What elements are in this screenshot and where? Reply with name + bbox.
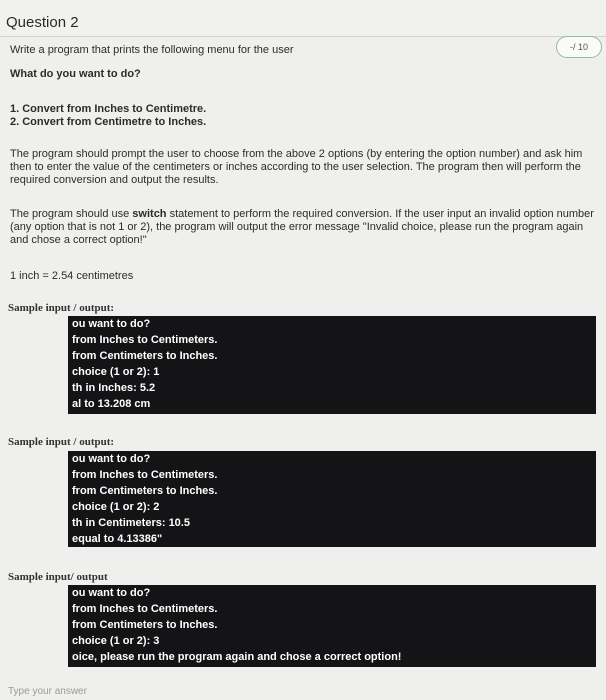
console-line: choice (1 or 2): 2 (72, 501, 160, 513)
console-line: from Centimeters to Inches. (72, 619, 218, 631)
console-line: choice (1 or 2): 1 (72, 366, 160, 378)
console-line: from Centimeters to Inches. (72, 350, 218, 362)
console-line: al to 13.208 cm (72, 398, 151, 410)
console-line: choice (1 or 2): 3 (72, 635, 160, 647)
sample-output-2 (68, 451, 596, 547)
switch-paragraph (10, 208, 595, 247)
menu-option-2: 2. Convert from Centimetre to Inches. (10, 116, 207, 128)
console-line: ou want to do? (72, 587, 151, 599)
conversion-note: 1 inch = 2.54 centimetres (10, 270, 134, 282)
sample-label-2: Sample input / output: (8, 436, 115, 448)
console-line: ou want to do? (72, 453, 151, 465)
sample-output-3 (68, 585, 596, 667)
switch-paragraph-start: The program should use (10, 208, 133, 220)
intro-text: Write a program that prints the following menu for the user (10, 44, 294, 56)
sample-label-3: Sample input/ output (8, 571, 108, 583)
console-line: equal to 4.13386" (72, 533, 163, 545)
console-line: th in Inches: 5.2 (72, 382, 156, 394)
menu-option-1: 1. Convert from Inches to Centimetre. (10, 103, 207, 115)
switch-keyword: switch (132, 208, 167, 220)
sample-output-1 (68, 316, 596, 414)
switch-paragraph-end: statement to perform the required conversion. If the user input an invalid option number (any option that is not 1 or 2), the program will output the error message "Invalid choice, please run the program again and chose a correct option!" (10, 208, 594, 246)
score-badge: -/ 10 (556, 36, 602, 58)
sample-label-1: Sample input / output: (8, 302, 115, 314)
question-header (0, 0, 606, 37)
console-line: ou want to do? (72, 318, 151, 330)
answer-input[interactable]: Type your answer (8, 686, 87, 697)
console-line: th in Centimeters: 10.5 (72, 517, 190, 529)
console-line: from Inches to Centimeters. (72, 469, 218, 481)
console-line: from Centimeters to Inches. (72, 485, 218, 497)
question-title: Question 2 (6, 14, 79, 31)
console-line: from Inches to Centimeters. (72, 334, 218, 346)
console-line: oice, please run the program again and chose a correct option! (72, 651, 402, 663)
console-line: from Inches to Centimeters. (72, 603, 218, 615)
requirements-paragraph: The program should prompt the user to choose from the above 2 options (by entering the option number) and ask him then to enter the value of the centimeters or inches according to the user selection. The program then will perform the required conversion and output the results. (10, 148, 583, 186)
menu-prompt: What do you want to do? (10, 68, 141, 80)
